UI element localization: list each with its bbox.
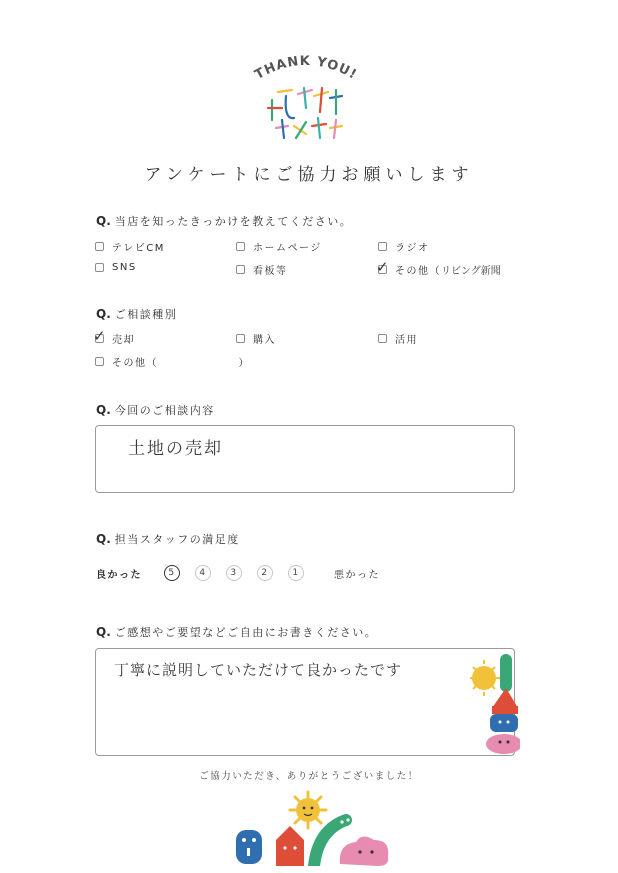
option-radio[interactable] [378, 239, 430, 254]
question-source [96, 213, 352, 229]
checkmark-icon: ✓ [93, 327, 108, 345]
option-label: 看板等 [253, 266, 288, 277]
checkbox[interactable] [378, 242, 387, 251]
option-signboard[interactable] [236, 262, 288, 277]
option-label: 売却 [112, 335, 135, 346]
checkbox[interactable] [95, 263, 104, 272]
svg-text:THANK YOU! [252, 54, 359, 83]
mascot-stack-icon [470, 648, 520, 756]
footer-mascots-icon [228, 790, 398, 866]
option-label: ラジオ [395, 243, 430, 254]
checkmark-icon: ✓ [376, 258, 391, 276]
question-consult-type [96, 306, 177, 322]
option-other-source[interactable] [376, 258, 501, 277]
rating-2[interactable]: 2 [257, 565, 273, 581]
option-label: 活用 [395, 335, 418, 346]
thank-you-text: THANK YOU! [252, 53, 360, 83]
comments-box[interactable] [95, 648, 515, 756]
bad-label: 悪かった [334, 569, 380, 581]
checkbox[interactable] [93, 327, 108, 345]
consult-content-box[interactable] [95, 425, 515, 493]
logo-text: 加藤ホーム [305, 116, 310, 117]
handwritten-comments: 丁寧に説明していただけて良かったです [114, 661, 403, 679]
footer-thanks: ご協力いただき、ありがとうございました！ [199, 771, 419, 782]
option-label: 購入 [253, 335, 276, 346]
option-sns[interactable] [95, 262, 137, 273]
question-comments [96, 624, 377, 640]
checkbox[interactable] [236, 242, 245, 251]
satisfaction-scale [96, 565, 380, 581]
option-buy[interactable] [236, 331, 276, 346]
rating-3[interactable]: 3 [226, 565, 242, 581]
question-marker: Q. [96, 532, 111, 546]
checkbox[interactable] [376, 258, 391, 276]
rating-1[interactable]: 1 [288, 565, 304, 581]
checkbox[interactable] [236, 265, 245, 274]
good-label: 良かった [96, 569, 142, 581]
checkbox[interactable] [236, 334, 245, 343]
option-label: ホームページ [253, 243, 322, 254]
rating-5[interactable]: 5 [164, 565, 180, 581]
option-sell[interactable] [93, 327, 135, 346]
question-label: ご相談種別 [114, 308, 178, 321]
handwritten-consult-content: 土地の売却 [128, 439, 223, 459]
checkbox[interactable] [95, 242, 104, 251]
checkbox[interactable] [95, 357, 104, 366]
question-label: ご感想やご要望などご自由にお書きください。 [114, 626, 378, 639]
question-label: 今回のご相談内容 [114, 404, 215, 417]
option-homepage[interactable] [236, 239, 322, 254]
option-label: その他（ [395, 266, 441, 277]
option-label: SNS [112, 262, 137, 273]
option-utilize[interactable] [378, 331, 418, 346]
colorful-logo-icon [264, 86, 346, 140]
option-label: その他（ ） [112, 358, 250, 369]
handwritten-other-source: リビング新聞 [441, 266, 501, 277]
question-marker: Q. [96, 214, 111, 228]
question-marker: Q. [96, 625, 111, 639]
option-other-type[interactable] [95, 354, 250, 369]
option-tv-cm[interactable] [95, 239, 165, 254]
question-satisfaction [96, 531, 240, 547]
checkbox[interactable] [378, 334, 387, 343]
question-marker: Q. [96, 403, 111, 417]
question-label: 当店を知ったきっかけを教えてください。 [114, 215, 353, 228]
thank-you-arc [236, 44, 376, 92]
question-consult-content [96, 402, 215, 418]
option-label: テレビCM [112, 243, 165, 254]
question-marker: Q. [96, 307, 111, 321]
rating-4[interactable]: 4 [195, 565, 211, 581]
question-label: 担当スタッフの満足度 [114, 533, 240, 546]
page-title: アンケートにご協力お願いします [144, 165, 474, 185]
